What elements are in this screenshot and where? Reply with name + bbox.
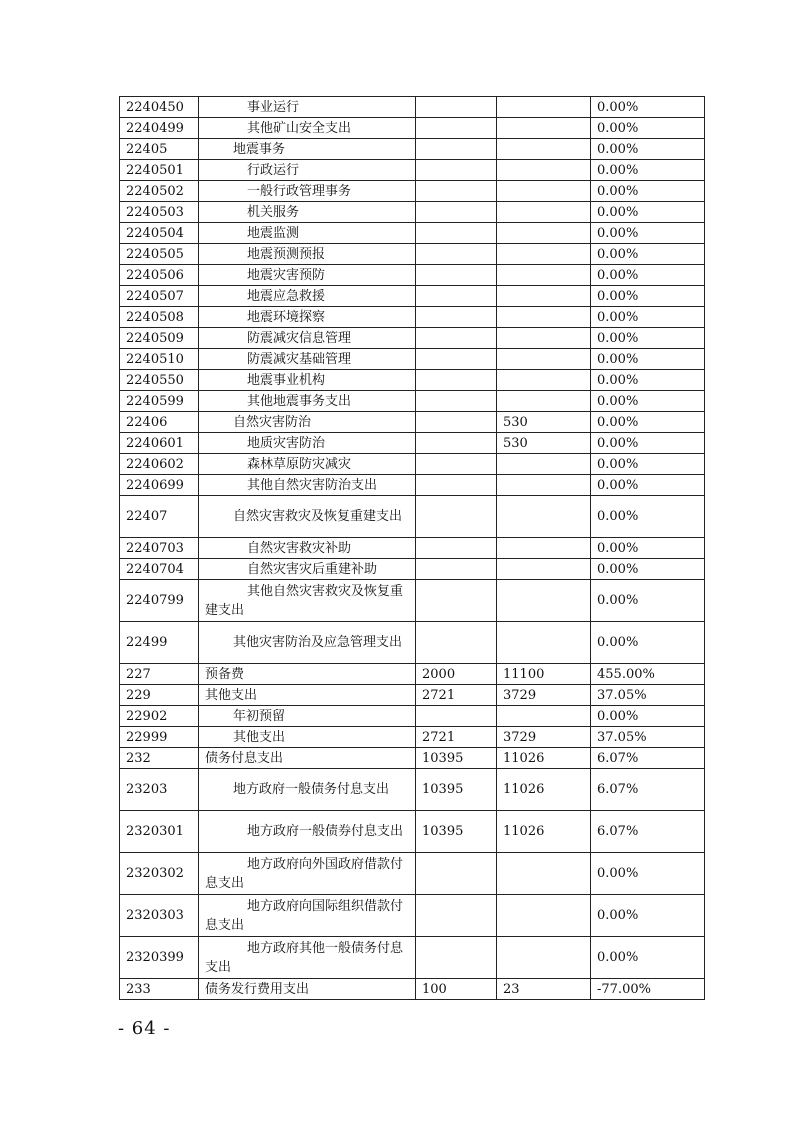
cell-budget [416, 433, 497, 454]
cell-actual [497, 139, 591, 160]
cell-code: 2320399 [120, 937, 199, 979]
cell-actual [497, 160, 591, 181]
cell-code: 2240504 [120, 223, 199, 244]
cell-actual: 11026 [497, 748, 591, 769]
cell-code: 2240499 [120, 118, 199, 139]
cell-budget [416, 160, 497, 181]
cell-change: 0.00% [591, 160, 705, 181]
cell-change: 0.00% [591, 937, 705, 979]
cell-budget [416, 349, 497, 370]
cell-change: 0.00% [591, 622, 705, 664]
cell-budget [416, 97, 497, 118]
cell-budget [416, 538, 497, 559]
cell-item-name: 防震减灾信息管理 [199, 328, 416, 349]
cell-item-name: 森林草原防灾减灾 [199, 454, 416, 475]
table-row [120, 706, 705, 727]
table-row [120, 139, 705, 160]
cell-item-name: 防震减灾基础管理 [199, 349, 416, 370]
cell-code: 2320302 [120, 853, 199, 895]
cell-budget: 10395 [416, 769, 497, 811]
cell-code: 2240505 [120, 244, 199, 265]
cell-code: 232 [120, 748, 199, 769]
table-row [120, 97, 705, 118]
table-row [120, 811, 705, 853]
cell-item-name: 债务付息支出 [199, 748, 416, 769]
cell-budget: 2721 [416, 685, 497, 706]
table-row [120, 475, 705, 496]
cell-change: 0.00% [591, 580, 705, 622]
cell-budget: 100 [416, 979, 497, 1000]
table-row [120, 391, 705, 412]
cell-code: 2320303 [120, 895, 199, 937]
cell-item-name: 地震预测预报 [199, 244, 416, 265]
cell-change: 0.00% [591, 118, 705, 139]
cell-change: 0.00% [591, 412, 705, 433]
cell-budget: 2721 [416, 727, 497, 748]
cell-budget [416, 895, 497, 937]
table-body [120, 97, 705, 1000]
cell-actual [497, 370, 591, 391]
cell-actual: 23 [497, 979, 591, 1000]
cell-budget [416, 622, 497, 664]
cell-item-name: 地方政府一般债务付息支出 [199, 769, 416, 811]
cell-budget [416, 328, 497, 349]
table-row [120, 286, 705, 307]
cell-code: 22499 [120, 622, 199, 664]
cell-change: 0.00% [591, 97, 705, 118]
cell-change: 0.00% [591, 391, 705, 412]
cell-code: 2240510 [120, 349, 199, 370]
cell-change: 0.00% [591, 139, 705, 160]
table-row [120, 685, 705, 706]
cell-budget [416, 118, 497, 139]
cell-item-name: 其他自然灾害防治支出 [199, 475, 416, 496]
cell-item-name: 其他灾害防治及应急管理支出 [199, 622, 416, 664]
cell-actual [497, 937, 591, 979]
cell-actual [497, 496, 591, 538]
cell-item-name: 地震事务 [199, 139, 416, 160]
cell-item-name: 自然灾害救灾及恢复重建支出 [199, 496, 416, 538]
table-row [120, 853, 705, 895]
cell-code: 2240509 [120, 328, 199, 349]
cell-code: 2240599 [120, 391, 199, 412]
cell-item-name: 地方政府其他一般债务付息支出 [199, 937, 416, 979]
cell-budget: 2000 [416, 664, 497, 685]
table-row [120, 895, 705, 937]
cell-actual: 530 [497, 433, 591, 454]
cell-item-name: 其他支出 [199, 727, 416, 748]
cell-actual [497, 223, 591, 244]
cell-code: 2240503 [120, 202, 199, 223]
cell-change: 0.00% [591, 244, 705, 265]
cell-actual [497, 538, 591, 559]
cell-actual [497, 181, 591, 202]
table-row [120, 979, 705, 1000]
cell-code: 227 [120, 664, 199, 685]
cell-code: 2240501 [120, 160, 199, 181]
cell-item-name: 其他支出 [199, 685, 416, 706]
table-row [120, 433, 705, 454]
cell-code: 22406 [120, 412, 199, 433]
table-row [120, 370, 705, 391]
cell-item-name: 一般行政管理事务 [199, 181, 416, 202]
cell-code: 2240602 [120, 454, 199, 475]
cell-actual: 3729 [497, 685, 591, 706]
cell-code: 22405 [120, 139, 199, 160]
cell-code: 22902 [120, 706, 199, 727]
cell-item-name: 地质灾害防治 [199, 433, 416, 454]
table-row [120, 496, 705, 538]
cell-item-name: 预备费 [199, 664, 416, 685]
budget-expenditure-table [119, 96, 705, 1000]
cell-item-name: 地震事业机构 [199, 370, 416, 391]
cell-change: 0.00% [591, 454, 705, 475]
table-row [120, 118, 705, 139]
cell-actual [497, 559, 591, 580]
cell-item-name: 地震灾害预防 [199, 265, 416, 286]
cell-item-name: 其他矿山安全支出 [199, 118, 416, 139]
cell-change: 0.00% [591, 853, 705, 895]
cell-change: 6.07% [591, 748, 705, 769]
cell-item-name: 自然灾害救灾补助 [199, 538, 416, 559]
cell-actual: 11026 [497, 769, 591, 811]
cell-item-name: 其他自然灾害救灾及恢复重建支出 [199, 580, 416, 622]
cell-change: 0.00% [591, 538, 705, 559]
table-row [120, 223, 705, 244]
cell-actual [497, 286, 591, 307]
table-row [120, 769, 705, 811]
cell-item-name: 其他地震事务支出 [199, 391, 416, 412]
table-row [120, 580, 705, 622]
cell-budget [416, 496, 497, 538]
cell-budget [416, 853, 497, 895]
cell-item-name: 地震环境探察 [199, 307, 416, 328]
cell-code: 2240799 [120, 580, 199, 622]
cell-item-name: 地方政府向国际组织借款付息支出 [199, 895, 416, 937]
cell-budget [416, 244, 497, 265]
cell-actual [497, 97, 591, 118]
cell-code: 2240703 [120, 538, 199, 559]
cell-change: 0.00% [591, 895, 705, 937]
cell-item-name: 事业运行 [199, 97, 416, 118]
cell-code: 2240704 [120, 559, 199, 580]
cell-actual: 3729 [497, 727, 591, 748]
table-row [120, 412, 705, 433]
cell-code: 2320301 [120, 811, 199, 853]
cell-code: 2240699 [120, 475, 199, 496]
cell-change: 6.07% [591, 811, 705, 853]
table-row [120, 559, 705, 580]
table-row [120, 265, 705, 286]
cell-actual [497, 454, 591, 475]
cell-change: 0.00% [591, 349, 705, 370]
cell-change: 0.00% [591, 559, 705, 580]
cell-change: 0.00% [591, 328, 705, 349]
cell-actual [497, 118, 591, 139]
cell-actual [497, 895, 591, 937]
cell-actual [497, 244, 591, 265]
cell-change: 0.00% [591, 202, 705, 223]
cell-actual: 11026 [497, 811, 591, 853]
cell-code: 2240507 [120, 286, 199, 307]
cell-actual [497, 328, 591, 349]
cell-budget [416, 937, 497, 979]
cell-item-name: 行政运行 [199, 160, 416, 181]
cell-code: 22999 [120, 727, 199, 748]
cell-actual [497, 622, 591, 664]
cell-budget [416, 559, 497, 580]
table-row [120, 937, 705, 979]
cell-actual [497, 307, 591, 328]
cell-item-name: 年初预留 [199, 706, 416, 727]
cell-change: 0.00% [591, 286, 705, 307]
cell-budget [416, 706, 497, 727]
cell-budget [416, 580, 497, 622]
cell-change: 37.05% [591, 727, 705, 748]
table-row [120, 160, 705, 181]
cell-actual: 11100 [497, 664, 591, 685]
cell-change: 0.00% [591, 223, 705, 244]
cell-code: 22407 [120, 496, 199, 538]
cell-actual [497, 706, 591, 727]
cell-budget: 10395 [416, 811, 497, 853]
table-row [120, 664, 705, 685]
cell-change: 0.00% [591, 265, 705, 286]
table-row [120, 202, 705, 223]
table-row [120, 748, 705, 769]
cell-change: 6.07% [591, 769, 705, 811]
table-row [120, 349, 705, 370]
table-row [120, 538, 705, 559]
cell-code: 2240502 [120, 181, 199, 202]
cell-change: 455.00% [591, 664, 705, 685]
cell-item-name: 地方政府一般债券付息支出 [199, 811, 416, 853]
cell-change: -77.00% [591, 979, 705, 1000]
page-number: - 64 - [118, 1018, 171, 1039]
cell-budget [416, 454, 497, 475]
table-row [120, 244, 705, 265]
cell-budget [416, 202, 497, 223]
cell-actual [497, 391, 591, 412]
cell-budget [416, 370, 497, 391]
cell-item-name: 自然灾害灾后重建补助 [199, 559, 416, 580]
cell-budget: 10395 [416, 748, 497, 769]
cell-change: 0.00% [591, 433, 705, 454]
table-row [120, 181, 705, 202]
cell-actual [497, 580, 591, 622]
table-row [120, 622, 705, 664]
cell-code: 229 [120, 685, 199, 706]
cell-budget [416, 307, 497, 328]
cell-item-name: 地震监测 [199, 223, 416, 244]
cell-code: 2240506 [120, 265, 199, 286]
table-row [120, 328, 705, 349]
cell-actual [497, 349, 591, 370]
cell-budget [416, 412, 497, 433]
cell-change: 0.00% [591, 181, 705, 202]
cell-code: 233 [120, 979, 199, 1000]
cell-item-name: 债务发行费用支出 [199, 979, 416, 1000]
cell-item-name: 地震应急救援 [199, 286, 416, 307]
cell-item-name: 机关服务 [199, 202, 416, 223]
cell-change: 0.00% [591, 475, 705, 496]
cell-change: 37.05% [591, 685, 705, 706]
table-row [120, 454, 705, 475]
cell-budget [416, 391, 497, 412]
cell-actual [497, 475, 591, 496]
cell-code: 23203 [120, 769, 199, 811]
cell-change: 0.00% [591, 496, 705, 538]
cell-actual [497, 853, 591, 895]
table-row [120, 307, 705, 328]
cell-budget [416, 139, 497, 160]
cell-actual [497, 265, 591, 286]
cell-budget [416, 265, 497, 286]
cell-budget [416, 181, 497, 202]
cell-code: 2240508 [120, 307, 199, 328]
cell-actual: 530 [497, 412, 591, 433]
cell-budget [416, 223, 497, 244]
cell-change: 0.00% [591, 370, 705, 391]
cell-actual [497, 202, 591, 223]
cell-change: 0.00% [591, 706, 705, 727]
cell-item-name: 地方政府向外国政府借款付息支出 [199, 853, 416, 895]
cell-item-name: 自然灾害防治 [199, 412, 416, 433]
cell-code: 2240550 [120, 370, 199, 391]
cell-budget [416, 475, 497, 496]
cell-budget [416, 286, 497, 307]
cell-code: 2240450 [120, 97, 199, 118]
cell-code: 2240601 [120, 433, 199, 454]
cell-change: 0.00% [591, 307, 705, 328]
table-row [120, 727, 705, 748]
